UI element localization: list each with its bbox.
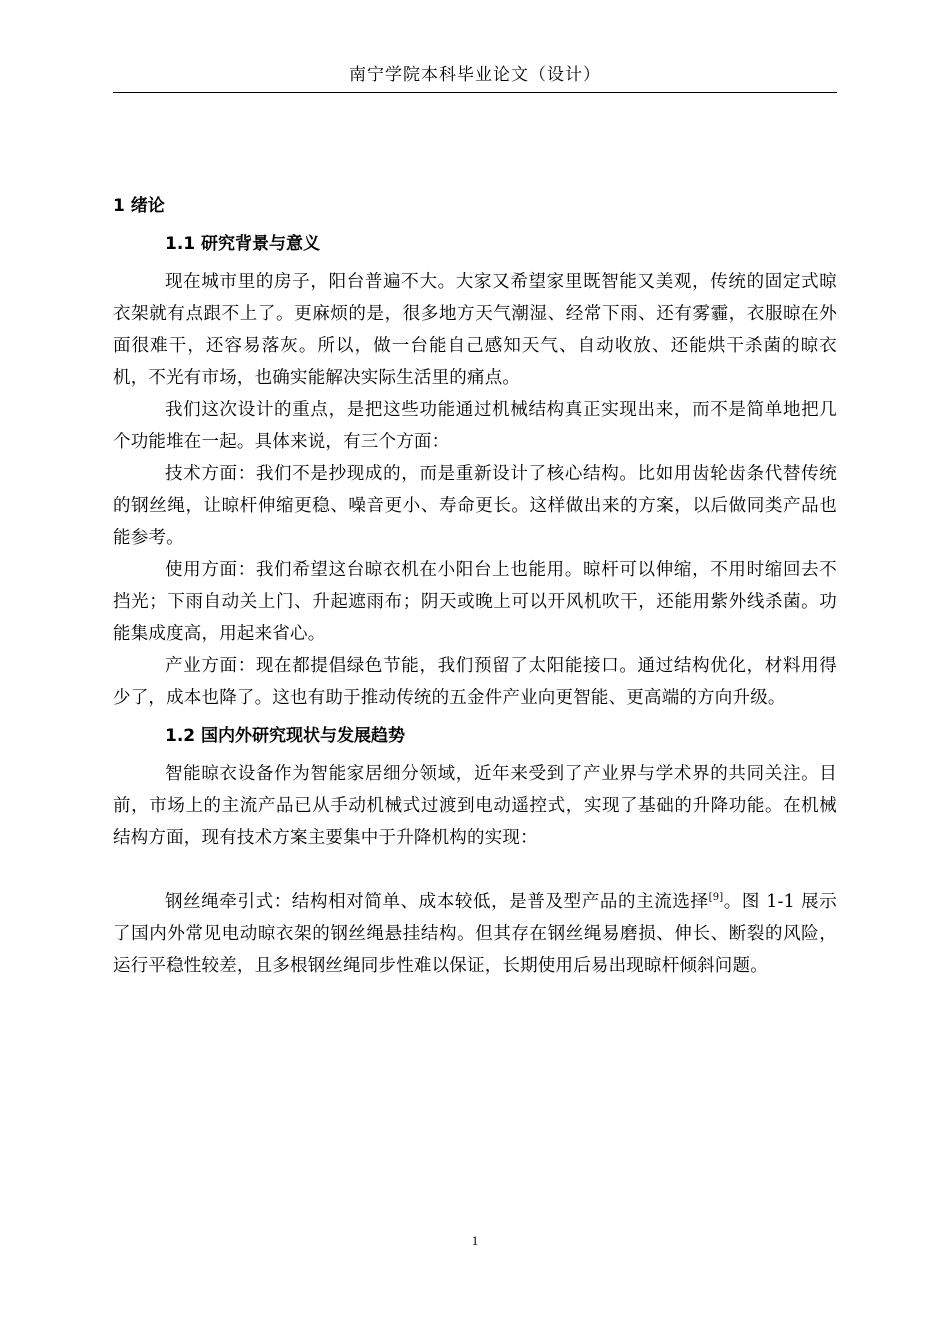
paragraph-research-status: 智能晾衣设备作为智能家居细分领域，近年来受到了产业界与学术界的共同关注。目前，市场上的主流产品已从手动机械式过渡到电动遥控式，实现了基础的升降功能。在机械结构方面，现有技术方案主要集中于升降机构的实现： (113, 764, 837, 848)
page-content (113, 190, 837, 982)
paragraph-background: 现在城市里的房子，阳台普遍不大。大家又希望家里既智能又美观，传统的固定式晾衣架就有点跟不上了。更麻烦的是，很多地方天气潮湿、经常下雨、还有雾霾，衣服晾在外面很难干，还容易落灰。所以，做一台能自己感知天气、自动收放、还能烘干杀菌的晾衣机，不光有市场，也确实能解决实际生活里的痛点。 (113, 272, 837, 388)
paragraph-usage: 使用方面：我们希望这台晾衣机在小阳台上也能用。晾杆可以伸缩，不用时缩回去不挡光；下雨自动关上门、升起遮雨布；阴天或晚上可以开风机吹干，还能用紫外线杀菌。功能集成度高，用起来省心。 (113, 560, 837, 644)
paragraph-industry: 产业方面：现在都提倡绿色节能，我们预留了太阳能接口。通过结构优化，材料用得少了，成本也降了。这也有助于推动传统的五金件产业向更智能、更高端的方向升级。 (113, 656, 837, 708)
section-title-1-2: 1.2 国内外研究现状与发展趋势 (165, 726, 406, 746)
wire-rope-text-2: 。图 1-1 展示了国内外常见电动晾衣架的钢丝绳悬挂结构。但其存在钢丝绳易磨损、伸长、断裂的风险，运行平稳性较差，且多根钢丝绳同步性难以保证，长期使用后易出现晾杆倾斜问题。 (113, 892, 838, 976)
section-title-1-1: 1.1 研究背景与意义 (165, 234, 321, 254)
page-header (113, 64, 837, 93)
paragraph-wire-rope (113, 886, 837, 982)
wire-rope-text-1: 钢丝绳牵引式：结构相对简单、成本较低，是普及型产品的主流选择 (165, 892, 709, 912)
citation-9: [9] (708, 892, 724, 904)
page-number: 1 (471, 1233, 479, 1248)
header-title: 南宁学院本科毕业论文（设计） (349, 65, 601, 85)
chapter-title: 1 绪论 (113, 196, 165, 216)
paragraph-design-focus: 我们这次设计的重点，是把这些功能通过机械结构真正实现出来，而不是简单地把几个功能堆在一起。具体来说，有三个方面： (113, 400, 837, 452)
paragraph-technical: 技术方面：我们不是抄现成的，而是重新设计了核心结构。比如用齿轮齿条代替传统的钢丝绳，让晾杆伸缩更稳、噪音更小、寿命更长。这样做出来的方案，以后做同类产品也能参考。 (113, 464, 837, 548)
